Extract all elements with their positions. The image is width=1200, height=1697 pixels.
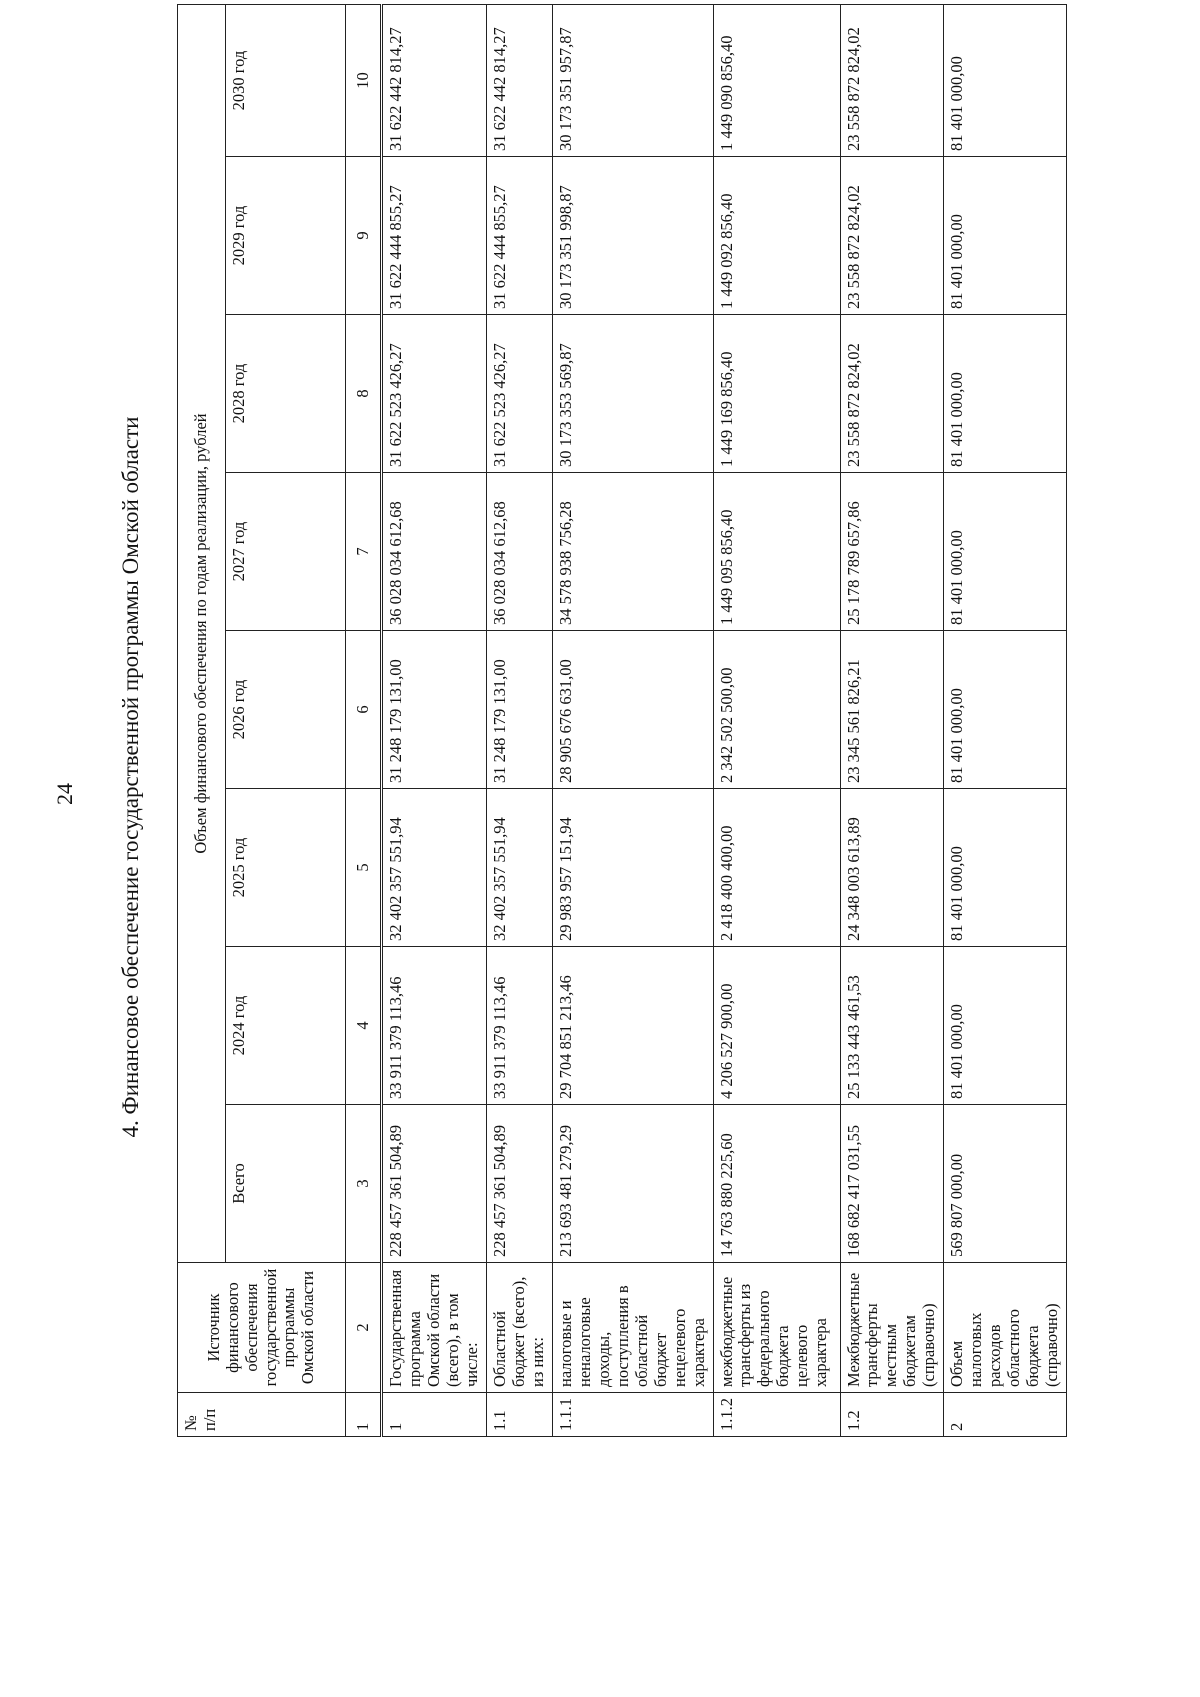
row-value: 31 622 523 426,27 [486, 315, 552, 473]
row-value: 28 905 676 631,00 [552, 631, 713, 789]
column-number: 5 [346, 789, 382, 947]
row-value: 81 401 000,00 [944, 157, 1067, 315]
row-value: 228 457 361 504,89 [382, 1105, 487, 1263]
row-value: 23 558 872 824,02 [840, 315, 944, 473]
row-source: налоговые и неналоговые доходы, поступления в областной бюджет нецелевого характера [552, 1263, 713, 1393]
row-value: 31 622 523 426,27 [382, 315, 487, 473]
row-value: 32 402 357 551,94 [382, 789, 487, 947]
column-number: 10 [346, 5, 382, 157]
row-number: 1 [382, 1393, 487, 1437]
row-value: 34 578 938 756,28 [552, 473, 713, 631]
row-value: 569 807 000,00 [944, 1105, 1067, 1263]
row-value: 23 558 872 824,02 [840, 157, 944, 315]
row-value: 1 449 090 856,40 [713, 5, 840, 157]
header-year: 2027 год [226, 473, 346, 631]
row-number: 2 [944, 1393, 1067, 1437]
row-value: 81 401 000,00 [944, 315, 1067, 473]
column-number: 6 [346, 631, 382, 789]
row-value: 25 178 789 657,86 [840, 473, 944, 631]
header-volume: Объем финансового обеспечения по годам реализации, рублей [178, 5, 226, 1263]
row-value: 29 704 851 213,46 [552, 947, 713, 1105]
table-row [382, 5, 487, 1437]
row-value: 32 402 357 551,94 [486, 789, 552, 947]
row-value: 30 173 351 998,87 [552, 157, 713, 315]
row-source: Областной бюджет (всего), из них: [486, 1263, 552, 1393]
row-source: Межбюджетные трансферты местным бюджетам (справочно) [840, 1263, 944, 1393]
table-row [713, 5, 840, 1437]
row-value: 29 983 957 151,94 [552, 789, 713, 947]
row-source: Объем налоговых расходов областного бюджета (справочно) [944, 1263, 1067, 1393]
header-year: 2025 год [226, 789, 346, 947]
table-row [486, 5, 552, 1437]
row-value: 81 401 000,00 [944, 5, 1067, 157]
row-value: 2 418 400 400,00 [713, 789, 840, 947]
header-total: Всего [226, 1105, 346, 1263]
financing-table [177, 4, 1067, 1437]
row-number: 1.1.1 [552, 1393, 713, 1437]
column-number: 7 [346, 473, 382, 631]
row-value: 1 449 169 856,40 [713, 315, 840, 473]
row-value: 31 248 179 131,00 [382, 631, 487, 789]
header-year: 2029 год [226, 157, 346, 315]
header-year: 2030 год [226, 5, 346, 157]
row-value: 2 342 502 500,00 [713, 631, 840, 789]
column-number: 4 [346, 947, 382, 1105]
column-number: 1 [346, 1393, 382, 1437]
row-value: 213 693 481 279,29 [552, 1105, 713, 1263]
header-year: 2028 год [226, 315, 346, 473]
row-value: 81 401 000,00 [944, 789, 1067, 947]
row-value: 228 457 361 504,89 [486, 1105, 552, 1263]
column-number: 3 [346, 1105, 382, 1263]
row-value: 81 401 000,00 [944, 947, 1067, 1105]
header-source: Источник финансового обеспечения государственной программы Омской области [178, 1263, 346, 1393]
row-value: 81 401 000,00 [944, 473, 1067, 631]
table-row [552, 5, 713, 1437]
row-value: 31 622 444 855,27 [486, 157, 552, 315]
row-value: 30 173 351 957,87 [552, 5, 713, 157]
row-number: 1.1 [486, 1393, 552, 1437]
header-year: 2024 год [226, 947, 346, 1105]
row-value: 30 173 353 569,87 [552, 315, 713, 473]
row-value: 23 558 872 824,02 [840, 5, 944, 157]
row-value: 81 401 000,00 [944, 631, 1067, 789]
row-value: 1 449 095 856,40 [713, 473, 840, 631]
table-row [840, 5, 944, 1437]
header-year: 2026 год [226, 631, 346, 789]
row-value: 31 622 444 855,27 [382, 157, 487, 315]
column-number: 9 [346, 157, 382, 315]
header-num: № п/п [178, 1393, 346, 1437]
row-value: 23 345 561 826,21 [840, 631, 944, 789]
row-value: 1 449 092 856,40 [713, 157, 840, 315]
row-value: 4 206 527 900,00 [713, 947, 840, 1105]
row-source: межбюджетные трансферты из федерального бюджета целевого характера [713, 1263, 840, 1393]
section-title: 4. Финансовое обеспечение государственной программы Омской области [118, 416, 143, 1138]
row-value: 14 763 880 225,60 [713, 1105, 840, 1263]
row-value: 33 911 379 113,46 [486, 947, 552, 1105]
page-number: 24 [52, 783, 77, 805]
row-value: 168 682 417 031,55 [840, 1105, 944, 1263]
row-value: 25 133 443 461,53 [840, 947, 944, 1105]
row-source: Государственная программа Омской области (всего), в том числе: [382, 1263, 487, 1393]
row-value: 24 348 003 613,89 [840, 789, 944, 947]
row-value: 33 911 379 113,46 [382, 947, 487, 1105]
row-value: 31 622 442 814,27 [382, 5, 487, 157]
table-row [944, 5, 1067, 1437]
row-value: 31 622 442 814,27 [486, 5, 552, 157]
row-value: 36 028 034 612,68 [382, 473, 487, 631]
row-number: 1.1.2 [713, 1393, 840, 1437]
column-number: 8 [346, 315, 382, 473]
column-number-row [346, 5, 382, 1437]
row-number: 1.2 [840, 1393, 944, 1437]
column-number: 2 [346, 1263, 382, 1393]
row-value: 31 248 179 131,00 [486, 631, 552, 789]
row-value: 36 028 034 612,68 [486, 473, 552, 631]
